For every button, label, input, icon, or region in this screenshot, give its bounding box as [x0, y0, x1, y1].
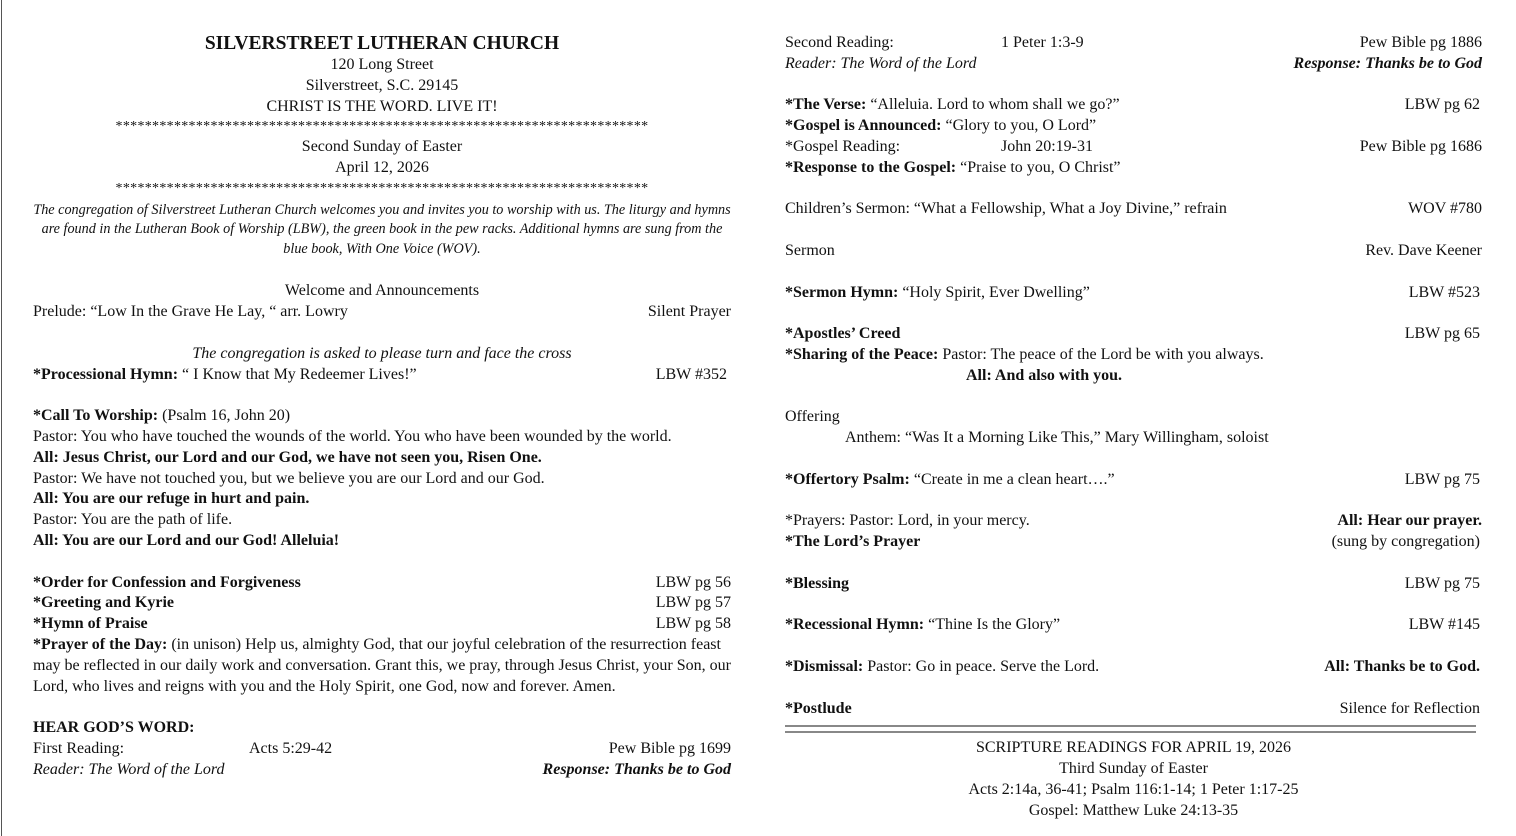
- processional-text: “ I Know that My Redeemer Lives!”: [178, 365, 417, 383]
- prayers-row: [785, 511, 1482, 532]
- second-reading-right: Pew Bible pg 1886: [1359, 34, 1482, 51]
- second-reading-row: [785, 33, 1482, 54]
- lords-prayer-row: [785, 532, 1482, 553]
- offering: Offering: [785, 408, 840, 426]
- processional-row: [33, 365, 731, 386]
- first-reading-ref: Acts 5:29-42: [249, 740, 333, 758]
- gospel-reading-ref: John 20:19-31: [1001, 137, 1093, 155]
- sermon-row: [785, 241, 1482, 262]
- gospel-announced-label: *Gospel is Announced:: [785, 117, 942, 135]
- recessional-right: LBW #145: [1408, 616, 1480, 634]
- verse-row: [785, 95, 1482, 116]
- postlude-label: *Postlude: [785, 699, 852, 717]
- postlude-row: [785, 699, 1482, 720]
- blessing-label: *Blessing: [785, 574, 850, 592]
- welcome-paragraph: The congregation of Silverstreet Lutheran Church welcomes you and invites you to worship with us. The liturgy and hymns are found in the Lutheran Book of Worship (LBW), the green book in the pew racks. Additional hymns are sung from the blue book, With One Voice (WOV).: [33, 201, 731, 257]
- verse-label: *The Verse:: [785, 96, 867, 114]
- peace-all-response: All: And also with you.: [966, 366, 1123, 384]
- next-week-occasion: Third Sunday of Easter: [1059, 760, 1208, 778]
- address-line-1: 120 Long Street: [330, 56, 434, 73]
- welcome-announcements: Welcome and Announcements: [284, 282, 480, 300]
- first-reader-response: Response: Thanks be to God: [542, 760, 731, 778]
- dismissal-label: *Dismissal:: [785, 657, 864, 675]
- call-line-1: Pastor: You who have touched the wounds of the world. You who have been wounded by the world.: [33, 428, 672, 446]
- call-line-5: Pastor: You are the path of life.: [33, 511, 233, 529]
- first-reading-row: [33, 739, 731, 760]
- response-gospel-label: *Response to the Gospel:: [785, 158, 957, 176]
- sermon-hymn-text: “Holy Spirit, Ever Dwelling”: [898, 283, 1090, 301]
- second-reading-label: Second Reading:: [785, 34, 894, 51]
- prayers-label: *Prayers: Pastor: Lord, in your mercy.: [785, 512, 1030, 530]
- turn-face-instruction: The congregation is asked to please turn and face the cross: [192, 344, 572, 362]
- liturgy-row-1: [33, 573, 731, 594]
- second-reader-left: Reader: The Word of the Lord: [785, 54, 977, 72]
- second-reading-ref: 1 Peter 1:3-9: [1001, 34, 1084, 51]
- dismissal-row: [785, 657, 1482, 678]
- liturgy-label-1: *Order for Confession and Forgiveness: [33, 573, 301, 591]
- prayers-right: All: Hear our prayer.: [1337, 512, 1482, 530]
- first-reader-left: Reader: The Word of the Lord: [33, 760, 225, 778]
- recessional-row: [785, 615, 1482, 636]
- liturgy-right-3: LBW pg 58: [655, 615, 731, 633]
- double-rule-divider: [785, 725, 1476, 733]
- gospel-reading-label: *Gospel Reading:: [785, 137, 901, 155]
- response-gospel-text: “Praise to you, O Christ”: [956, 158, 1121, 176]
- gospel-reading-row: [785, 137, 1482, 158]
- offertory-row: [785, 470, 1482, 491]
- liturgy-label-3: *Hymn of Praise: [33, 615, 148, 633]
- liturgy-row-3: [33, 614, 731, 635]
- sermon-label: Sermon: [785, 241, 835, 259]
- page-edge-line: [1, 0, 2, 836]
- postlude-right: Silence for Reflection: [1339, 699, 1480, 717]
- second-reader-response: Response: Thanks be to God: [1293, 54, 1482, 72]
- sermon-hymn-label: *Sermon Hymn:: [785, 283, 899, 301]
- call-line-6: All: You are our Lord and our God! Alleluia!: [33, 532, 340, 550]
- prelude-label: Prelude: “Low In the Grave He Lay, “ arr. Lowry: [33, 303, 348, 321]
- service-occasion: Second Sunday of Easter: [301, 138, 463, 156]
- liturgy-label-2: *Greeting and Kyrie: [33, 594, 175, 612]
- peace-row: [785, 345, 1482, 366]
- dismissal-text: Pastor: Go in peace. Serve the Lord.: [863, 657, 1100, 675]
- hear-gods-word-heading: HEAR GOD’S WORD:: [33, 719, 195, 737]
- liturgy-row-2: [33, 593, 731, 614]
- gospel-announced-text: “Glory to you, O Lord”: [941, 117, 1097, 135]
- lords-prayer-label: *The Lord’s Prayer: [785, 533, 921, 551]
- gospel-announced-row: [785, 116, 1482, 137]
- processional-right: LBW #352: [655, 365, 727, 383]
- lords-prayer-right: (sung by congregation): [1331, 533, 1480, 551]
- childrens-sermon-label: Children’s Sermon: “What a Fellowship, What a Joy Divine,” refrain: [785, 200, 1227, 218]
- prayer-of-day: [33, 635, 731, 697]
- call-line-3: Pastor: We have not touched you, but we believe you are our Lord and our God.: [33, 469, 545, 487]
- next-week-heading: SCRIPTURE READINGS FOR APRIL 19, 2026: [975, 739, 1291, 757]
- creed-right: LBW pg 65: [1404, 325, 1480, 343]
- childrens-sermon-row: [785, 199, 1482, 220]
- anthem: Anthem: “Was It a Morning Like This,” Mary Willingham, soloist: [845, 429, 1269, 447]
- prayer-of-day-label: *Prayer of the Day:: [33, 636, 168, 654]
- first-reader-row: [33, 760, 731, 781]
- creed-label: *Apostles’ Creed: [785, 325, 901, 343]
- peace-text: Pastor: The peace of the Lord be with you always.: [938, 345, 1264, 363]
- sermon-hymn-right: LBW #523: [1408, 283, 1480, 301]
- call-line-4: All: You are our refuge in hurt and pain.: [33, 490, 310, 508]
- offertory-text: “Create in me a clean heart….”: [909, 470, 1115, 488]
- liturgy-right-2: LBW pg 57: [655, 594, 731, 612]
- left-column: [33, 33, 731, 781]
- prayer-of-day-text: (in unison) Help us, almighty God, that our joyful celebration of the resurrection feast may be reflected in our daily work and conversation. Grant this, we pray, through Jesus Christ, your Son, our Lord, who lives and reigns with you and the Holy Spirit, one God, now and forever. Amen.: [33, 636, 731, 695]
- verse-right: LBW pg 62: [1404, 96, 1480, 114]
- call-to-worship-ref: (Psalm 16, John 20): [158, 407, 291, 425]
- call-to-worship-label: *Call To Worship:: [33, 407, 159, 425]
- liturgy-right-1: LBW pg 56: [655, 573, 731, 591]
- recessional-text: “Thine Is the Glory”: [924, 616, 1061, 634]
- star-divider-top: *************************************************************************: [115, 119, 649, 135]
- first-reading-right: Pew Bible pg 1699: [608, 740, 731, 758]
- first-reading-label: First Reading:: [33, 740, 125, 758]
- church-name: SILVERSTREET LUTHERAN CHURCH: [204, 33, 560, 54]
- prelude-right: Silent Prayer: [647, 303, 731, 321]
- blessing-row: [785, 574, 1482, 595]
- call-line-2: All: Jesus Christ, our Lord and our God, we have not seen you, Risen One.: [33, 448, 542, 466]
- childrens-sermon-right: WOV #780: [1408, 200, 1482, 218]
- verse-text: “Alleluia. Lord to whom shall we go?”: [866, 96, 1120, 114]
- right-column: [785, 33, 1482, 821]
- offertory-label: *Offertory Psalm:: [785, 470, 910, 488]
- sermon-right: Rev. Dave Keener: [1365, 241, 1482, 259]
- gospel-reading-right: Pew Bible pg 1686: [1359, 137, 1482, 155]
- sermon-hymn-row: [785, 283, 1482, 304]
- prelude-row: [33, 302, 731, 323]
- offertory-right: LBW pg 75: [1404, 470, 1480, 488]
- next-week-gospel: Gospel: Matthew Luke 24:13-35: [1028, 801, 1239, 819]
- address-line-2: Silverstreet, S.C. 29145: [305, 76, 459, 94]
- recessional-label: *Recessional Hymn:: [785, 616, 925, 634]
- dismissal-right: All: Thanks be to God.: [1324, 657, 1480, 675]
- response-gospel-row: [785, 158, 1482, 179]
- peace-label: *Sharing of the Peace:: [785, 345, 939, 363]
- service-date: April 12, 2026: [335, 159, 429, 177]
- creed-row: [785, 324, 1482, 345]
- second-reader-row: [785, 54, 1482, 75]
- church-motto: CHRIST IS THE WORD. LIVE IT!: [266, 97, 498, 115]
- call-to-worship-heading: [33, 406, 731, 427]
- processional-label: *Processional Hymn:: [33, 365, 179, 383]
- blessing-right: LBW pg 75: [1404, 574, 1480, 592]
- next-week-readings: Acts 2:14a, 36-41; Psalm 116:1-14; 1 Peter 1:17-25: [968, 780, 1299, 798]
- star-divider-bottom: *************************************************************************: [115, 180, 649, 196]
